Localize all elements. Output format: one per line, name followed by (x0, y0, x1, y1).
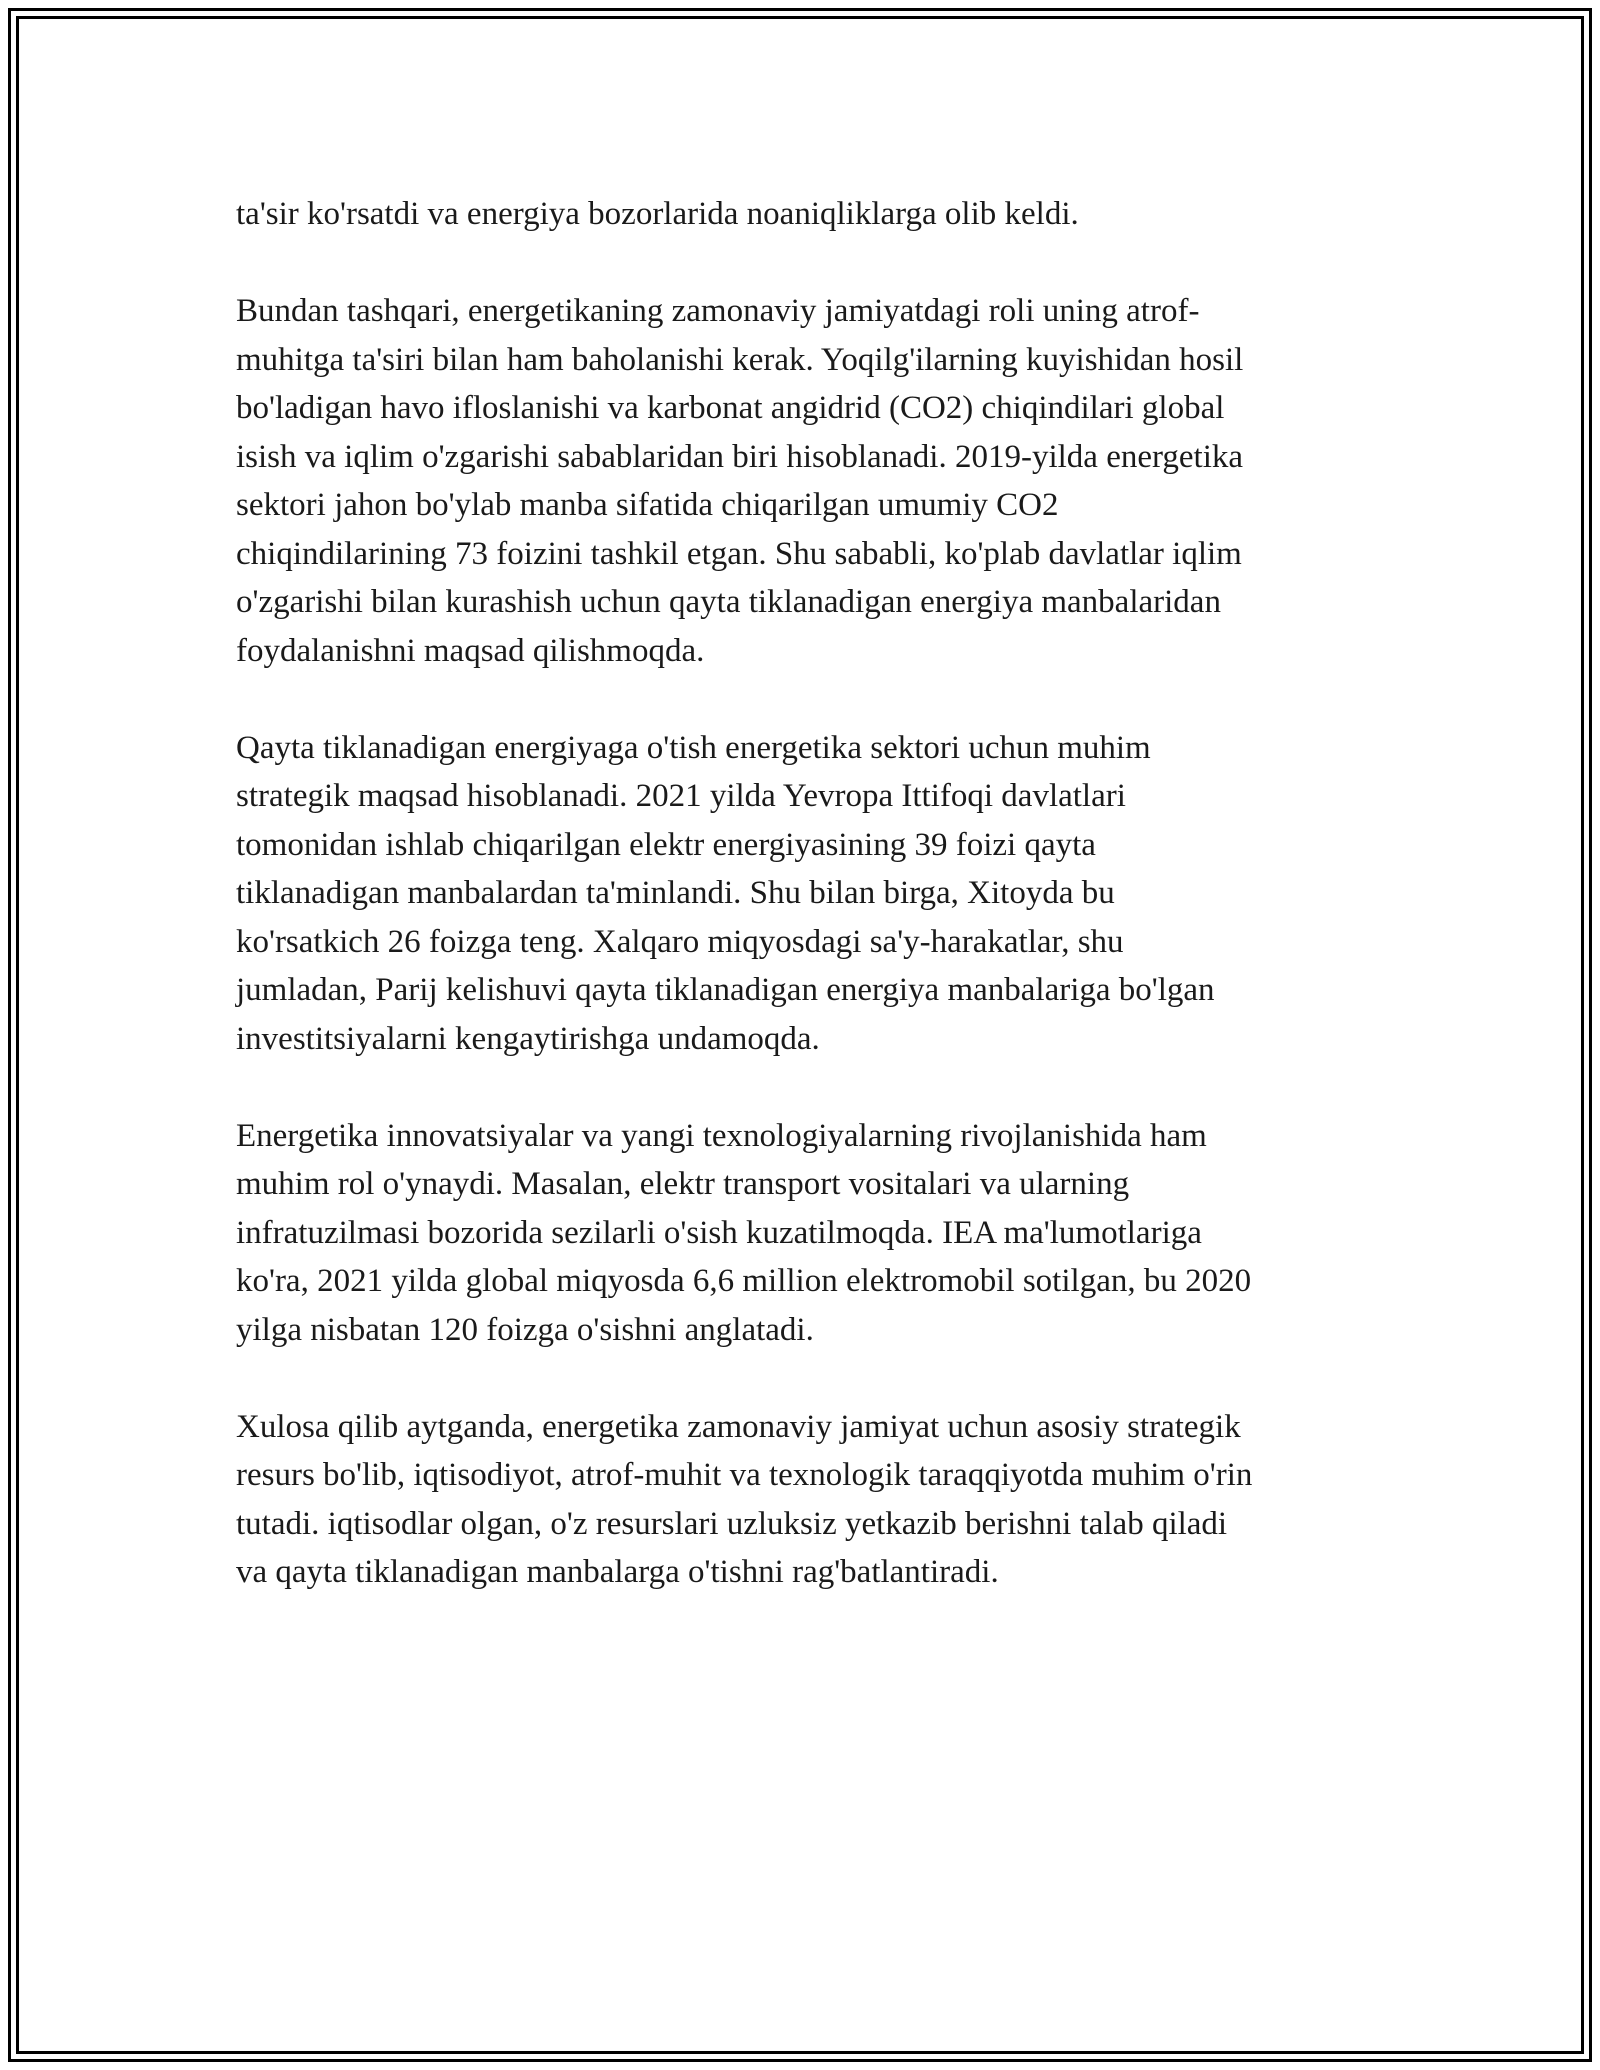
paragraph-3: Qayta tiklanadigan energiyaga o'tish energetika sektori uchun muhim strategik maqsad hisoblanadi. 2021 yilda Yevropa Ittifoqi davlatlari tomonidan ishlab chiqarilgan elektr energiyasining 39 foizi qayta tiklanadigan manbalardan ta'minlandi. Shu bilan birga, Xitoyda bu ko'rsatkich 26 foizga teng. Xalqaro miqyosdagi sa'y-harakatlar, shu jumladan, Parij kelishuvi qayta tiklanadigan energiya manbalariga bo'lgan investitsiyalarni kengaytirishga undamoqda. (236, 729, 1215, 1057)
paragraph-5: Xulosa qilib aytganda, energetika zamonaviy jamiyat uchun asosiy strategik resurs bo'lib, iqtisodiyot, atrof-muhit va texnologik taraqqiyotda muhim o'rin tutadi. iqtisodlar olgan, o'z resurslari uzluksiz yetkazib berishni talab qiladi va qayta tiklanadigan manbalarga o'tishni rag'batlantiradi. (236, 1408, 1253, 1590)
paragraph-4: Energetika innovatsiyalar va yangi texnologiyalarning rivojlanishida ham muhim rol o'ynaydi. Masalan, elektr transport vositalari va ularning infratuzilmasi bozorida sezilarli o'sish kuzatilmoqda. IEA ma'lumotlariga ko'ra, 2021 yilda global miqyosda 6,6 million elektromobil sotilgan, bu 2020 yilga nisbatan 120 foizga o'sishni anglatadi. (236, 1117, 1252, 1348)
paragraph-1: ta'sir ko'rsatdi va energiya bozorlarida noaniqliklarga olib keldi. (236, 196, 1079, 232)
paragraph-2: Bundan tashqari, energetikaning zamonaviy jamiyatdagi roli uning atrof- muhitga ta'siri bilan ham baholanishi kerak. Yoqilg'ilarning kuyishidan hosil bo'ladigan havo ifloslanishi va karbonat angidrid (CO2) chiqindilari global isish va iqlim o'zgarishi sabablaridan biri hisoblanadi. 2019-yilda energetika sektori jahon bo'ylab manba sifatida chiqarilgan umumiy CO2 chiqindilarining 73 foizini tashkil etgan. Shu sababli, ko'plab davlatlar iqlim o'zgarishi bilan kurashish uchun qayta tiklanadigan energiya manbalaridan foydalanishni maqsad qilishmoqda. (236, 293, 1244, 669)
document-body (236, 190, 1386, 1645)
